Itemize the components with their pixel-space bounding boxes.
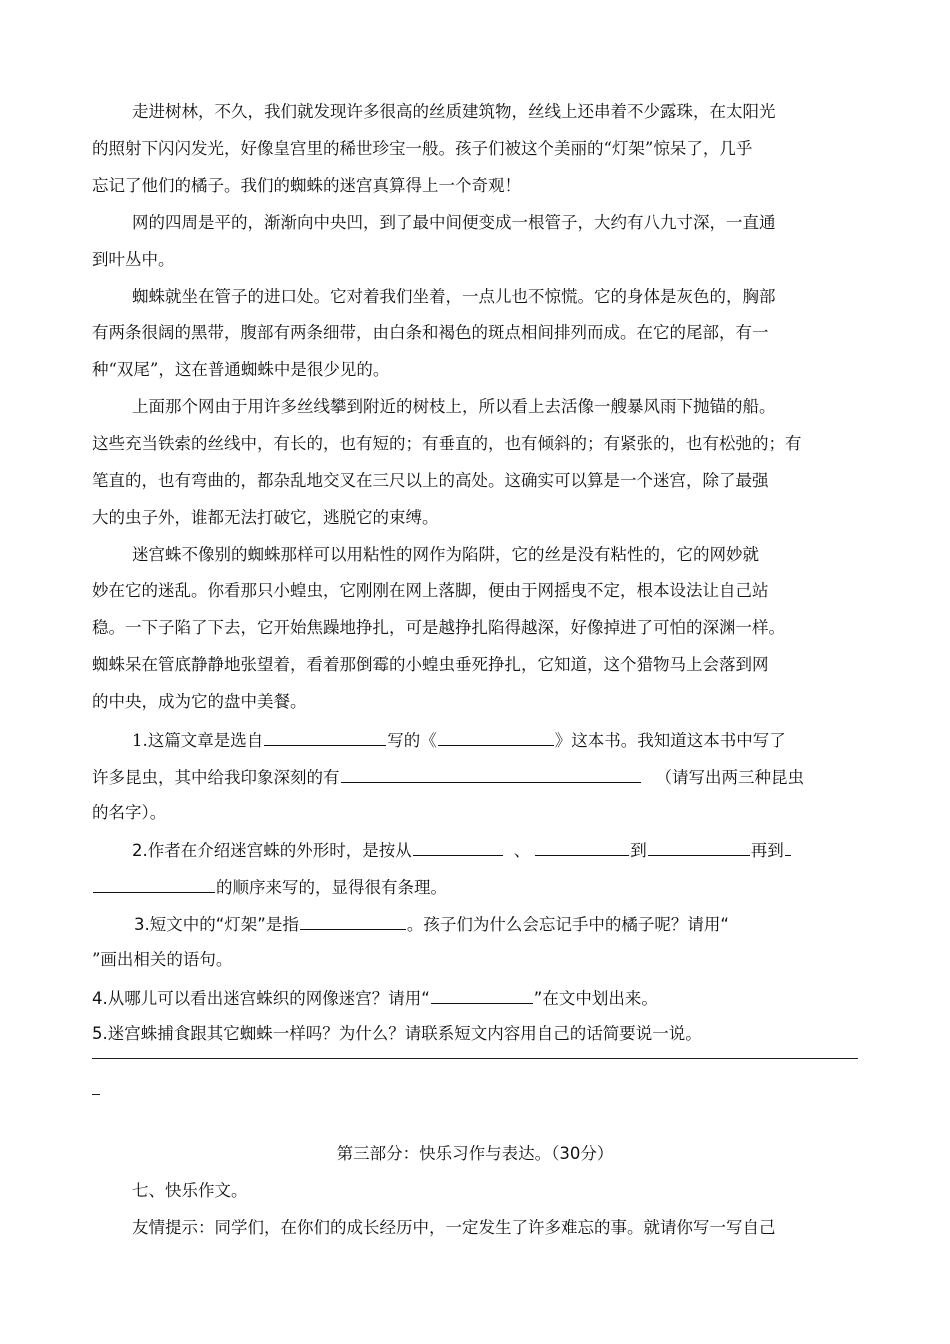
q1-text-e: （请写出两三种昆虫 <box>655 768 804 787</box>
q4-blank[interactable] <box>431 987 533 1004</box>
q1-text-c: 》这本书。我知道这本书中写了 <box>554 731 786 750</box>
passage-line: 走进树林，不久，我们就发现许多很高的丝质建筑物，丝线上还串着不少露珠，在太阳光 <box>132 102 776 121</box>
passage-line: 上面那个网由于用许多丝线攀到附近的树枝上，所以看上去活像一艘暴风雨下抛锚的船。 <box>132 397 776 416</box>
q2-blank-3[interactable] <box>648 839 750 856</box>
q2-blank-4[interactable] <box>93 876 215 893</box>
composition-item: 七、快乐作文。 <box>132 1181 248 1200</box>
q2-text-c: 到 <box>630 841 647 860</box>
question-2-line-1 <box>132 839 862 861</box>
passage-line: 忘记了他们的橘子。我们的蜘蛛的迷宫真算得上一个奇观！ <box>92 176 521 195</box>
q4-text-a: 4.从哪儿可以看出迷宫蛛织的网像迷宫？请用“ <box>92 989 430 1008</box>
passage-line: 迷宫蛛不像别的蜘蛛那样可以用粘性的网作为陷阱，它的丝是没有粘性的，它的网妙就 <box>132 545 759 564</box>
question-2-line-2 <box>92 876 862 898</box>
composition-tip: 友情提示：同学们，在你们的成长经历中，一定发生了许多难忘的事。就请你写一写自己 <box>132 1218 776 1237</box>
q2-text-d: 再到 <box>750 841 784 860</box>
passage-line: 妙在它的迷乱。你看那只小蝗虫，它刚刚在网上落脚，便由于网摇曳不定，根本设法让自己站 <box>92 581 769 600</box>
q1-text-a: 1.这篇文章是选自 <box>132 731 264 750</box>
question-3-line-2: ”画出相关的语句。 <box>92 950 233 969</box>
question-3-line-1 <box>134 913 864 935</box>
section-heading: 第三部分：快乐习作与表达。（30分） <box>336 1144 614 1163</box>
q2-text-b: 、 <box>513 841 531 860</box>
question-4-line <box>92 987 862 1009</box>
q1-text-d: 许多昆虫，其中给我印象深刻的有 <box>92 768 340 787</box>
passage-line: 大的虫子外，谁都无法打破它，逃脱它的束缚。 <box>92 508 439 527</box>
passage-line: 的照射下闪闪发光，好像皇宫里的稀世珍宝一般。孩子们被这个美丽的“灯架”惊呆了，几乎 <box>92 139 753 158</box>
q1-book-blank[interactable] <box>438 729 554 746</box>
question-1-line-2 <box>92 766 862 788</box>
passage-line: 笔直的，也有弯曲的，都杂乱地交叉在三尺以上的高处。这确实可以算是一个迷宫，除了最强 <box>92 471 769 490</box>
answer-line-continuation <box>92 1094 100 1095</box>
q3-blank[interactable] <box>300 913 406 930</box>
q2-blank-1[interactable] <box>413 839 503 856</box>
q2-text-a: 2.作者在介绍迷宫蛛的外形时，是按从 <box>132 841 412 860</box>
q1-insects-blank[interactable] <box>341 766 641 783</box>
passage-line: 种“双尾”，这在普通蜘蛛中是很少见的。 <box>92 360 390 379</box>
question-1-line-1 <box>132 729 862 751</box>
question-1-line-3: 的名字）。 <box>92 803 167 822</box>
q2-text-e: 的顺序来写的，显得很有条理。 <box>216 878 447 897</box>
passage-line: 蜘蛛呆在管底静静地张望着，看着那倒霉的小蝗虫垂死挣扎，它知道，这个猎物马上会落到网 <box>92 655 769 674</box>
q1-text-b: 写的《 <box>387 731 437 750</box>
q2-blank-2[interactable] <box>535 839 629 856</box>
passage-line: 蜘蛛就坐在管子的进口处。它对着我们坐着，一点儿也不惊慌。它的身体是灰色的，胸部 <box>132 287 776 306</box>
q1-author-blank[interactable] <box>264 729 386 746</box>
answer-line[interactable] <box>92 1058 858 1059</box>
q3-text-a: 3.短文中的“灯架”是指 <box>134 915 299 934</box>
passage-line: 稳。一下子陷了下去，它开始焦躁地挣扎，可是越挣扎陷得越深，好像掉进了可怕的深渊一样。 <box>92 618 785 637</box>
passage-line: 到叶丛中。 <box>92 250 175 269</box>
q4-text-b: ”在文中划出来。 <box>533 989 658 1008</box>
passage-line: 的中央，成为它的盘中美餐。 <box>92 692 307 711</box>
passage-line: 网的四周是平的，渐渐向中央凹，到了最中间便变成一根管子，大约有八九寸深，一直通 <box>132 213 776 232</box>
passage-line: 有两条很阔的黑带，腹部有两条细带，由白条和褐色的斑点相间排列而成。在它的尾部，有一 <box>92 323 769 342</box>
q2-blank-4-start[interactable] <box>785 839 791 856</box>
question-5-line: 5.迷宫蛛捕食跟其它蜘蛛一样吗？为什么？请联系短文内容用自己的话简要说一说。 <box>92 1024 702 1043</box>
passage-line: 这些充当铁索的丝线中，有长的，也有短的；有垂直的，也有倾斜的；有紧张的，也有松弛的；有 <box>92 434 802 453</box>
q3-text-b: 。孩子们为什么会忘记手中的橘子呢？请用“ <box>406 915 729 934</box>
